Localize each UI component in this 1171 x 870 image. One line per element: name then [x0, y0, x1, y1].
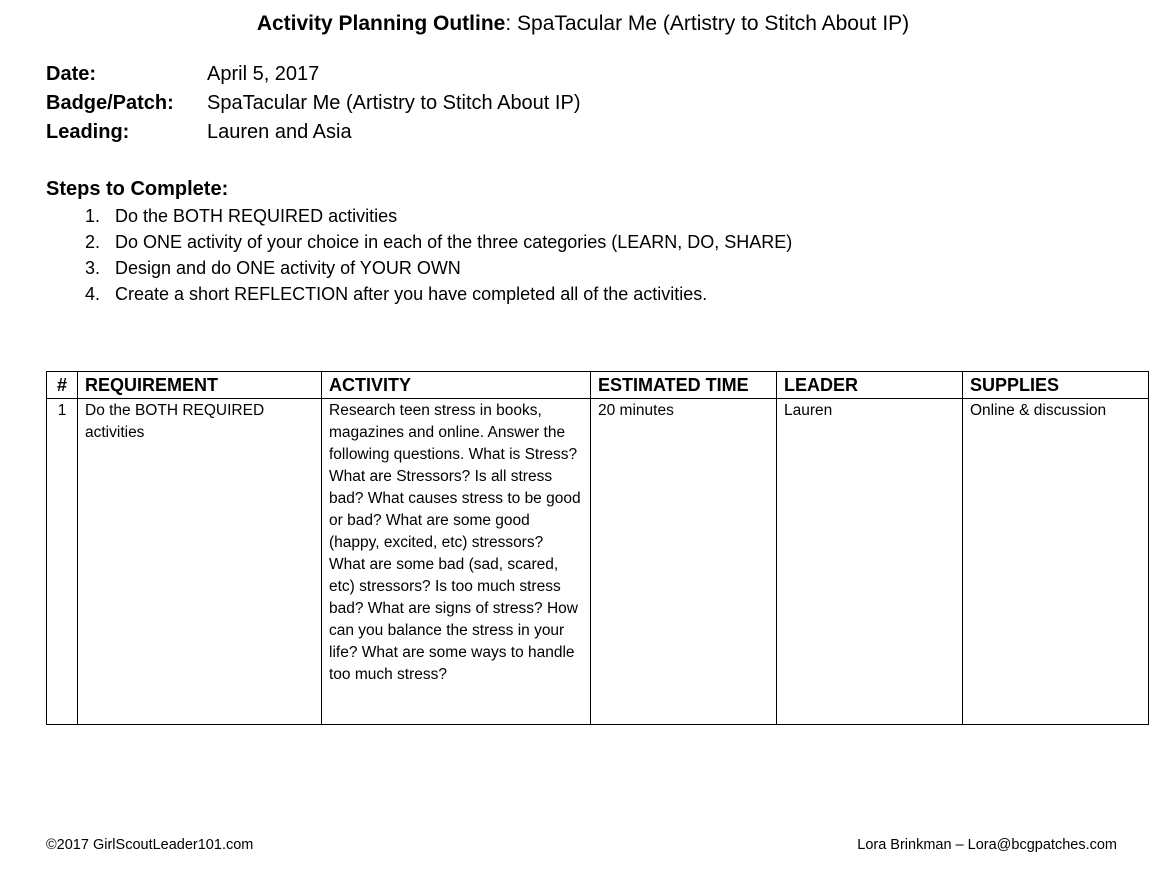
steps-heading: Steps to Complete:	[46, 178, 229, 200]
header-estimated-time: ESTIMATED TIME	[591, 372, 777, 399]
header-leader: LEADER	[777, 372, 963, 399]
meta-label-date: Date:	[46, 63, 97, 85]
step-item	[46, 203, 792, 229]
meta-row-badge	[46, 89, 580, 118]
table-header-row	[47, 372, 1149, 399]
step-text: Do the BOTH REQUIRED activities	[115, 206, 398, 226]
meta-row-leading	[46, 118, 580, 147]
title-bold: Activity Planning Outline	[256, 12, 506, 35]
cell-activity: Research teen stress in books, magazines and online. Answer the following questions. What is Stress? What are Stressors? Is all stress bad? What causes stress to be good or bad? What are some good (happy, excited, etc) stressors? What are some bad (sad, scared, etc) stressors? Is too much stress bad? What are signs of stress? How can you balance the stress in your life? What are some ways to handle too much stress?	[322, 399, 591, 725]
step-text: Design and do ONE activity of YOUR OWN	[115, 258, 461, 278]
meta-block	[46, 60, 580, 147]
meta-row-date	[46, 60, 580, 89]
meta-value-leading: Lauren and Asia	[207, 121, 352, 143]
meta-label-leading: Leading:	[46, 121, 130, 143]
step-text: Create a short REFLECTION after you have completed all of the activities.	[115, 284, 708, 304]
cell-time: 20 minutes	[591, 399, 777, 725]
title-rest: : SpaTacular Me (Artistry to Stitch About IP)	[505, 12, 910, 35]
step-item	[46, 281, 792, 307]
step-number: 3.	[84, 258, 100, 278]
activity-table	[46, 371, 1149, 725]
header-num: #	[47, 372, 78, 399]
steps-list	[46, 203, 792, 307]
cell-requirement: Do the BOTH REQUIRED activities	[78, 399, 322, 725]
step-number: 4.	[84, 284, 100, 304]
meta-value-badge: SpaTacular Me (Artistry to Stitch About IP)	[207, 92, 581, 114]
footer-contact: Lora Brinkman – Lora@bcgpatches.com	[857, 837, 1117, 853]
step-number: 1.	[84, 206, 100, 226]
meta-label-badge: Badge/Patch:	[46, 92, 174, 114]
step-item	[46, 255, 792, 281]
step-number: 2.	[84, 232, 100, 252]
meta-value-date: April 5, 2017	[207, 63, 320, 85]
cell-supplies: Online & discussion	[963, 399, 1149, 725]
step-text: Do ONE activity of your choice in each of the three categories (LEARN, DO, SHARE)	[115, 232, 793, 252]
cell-leader: Lauren	[777, 399, 963, 725]
cell-num: 1	[47, 399, 78, 725]
header-activity: ACTIVITY	[322, 372, 591, 399]
page-title	[0, 11, 1166, 37]
header-supplies: SUPPLIES	[963, 372, 1149, 399]
footer-copyright: ©2017 GirlScoutLeader101.com	[46, 837, 254, 853]
step-item	[46, 229, 792, 255]
table-row	[47, 399, 1149, 725]
header-requirement: REQUIREMENT	[78, 372, 322, 399]
